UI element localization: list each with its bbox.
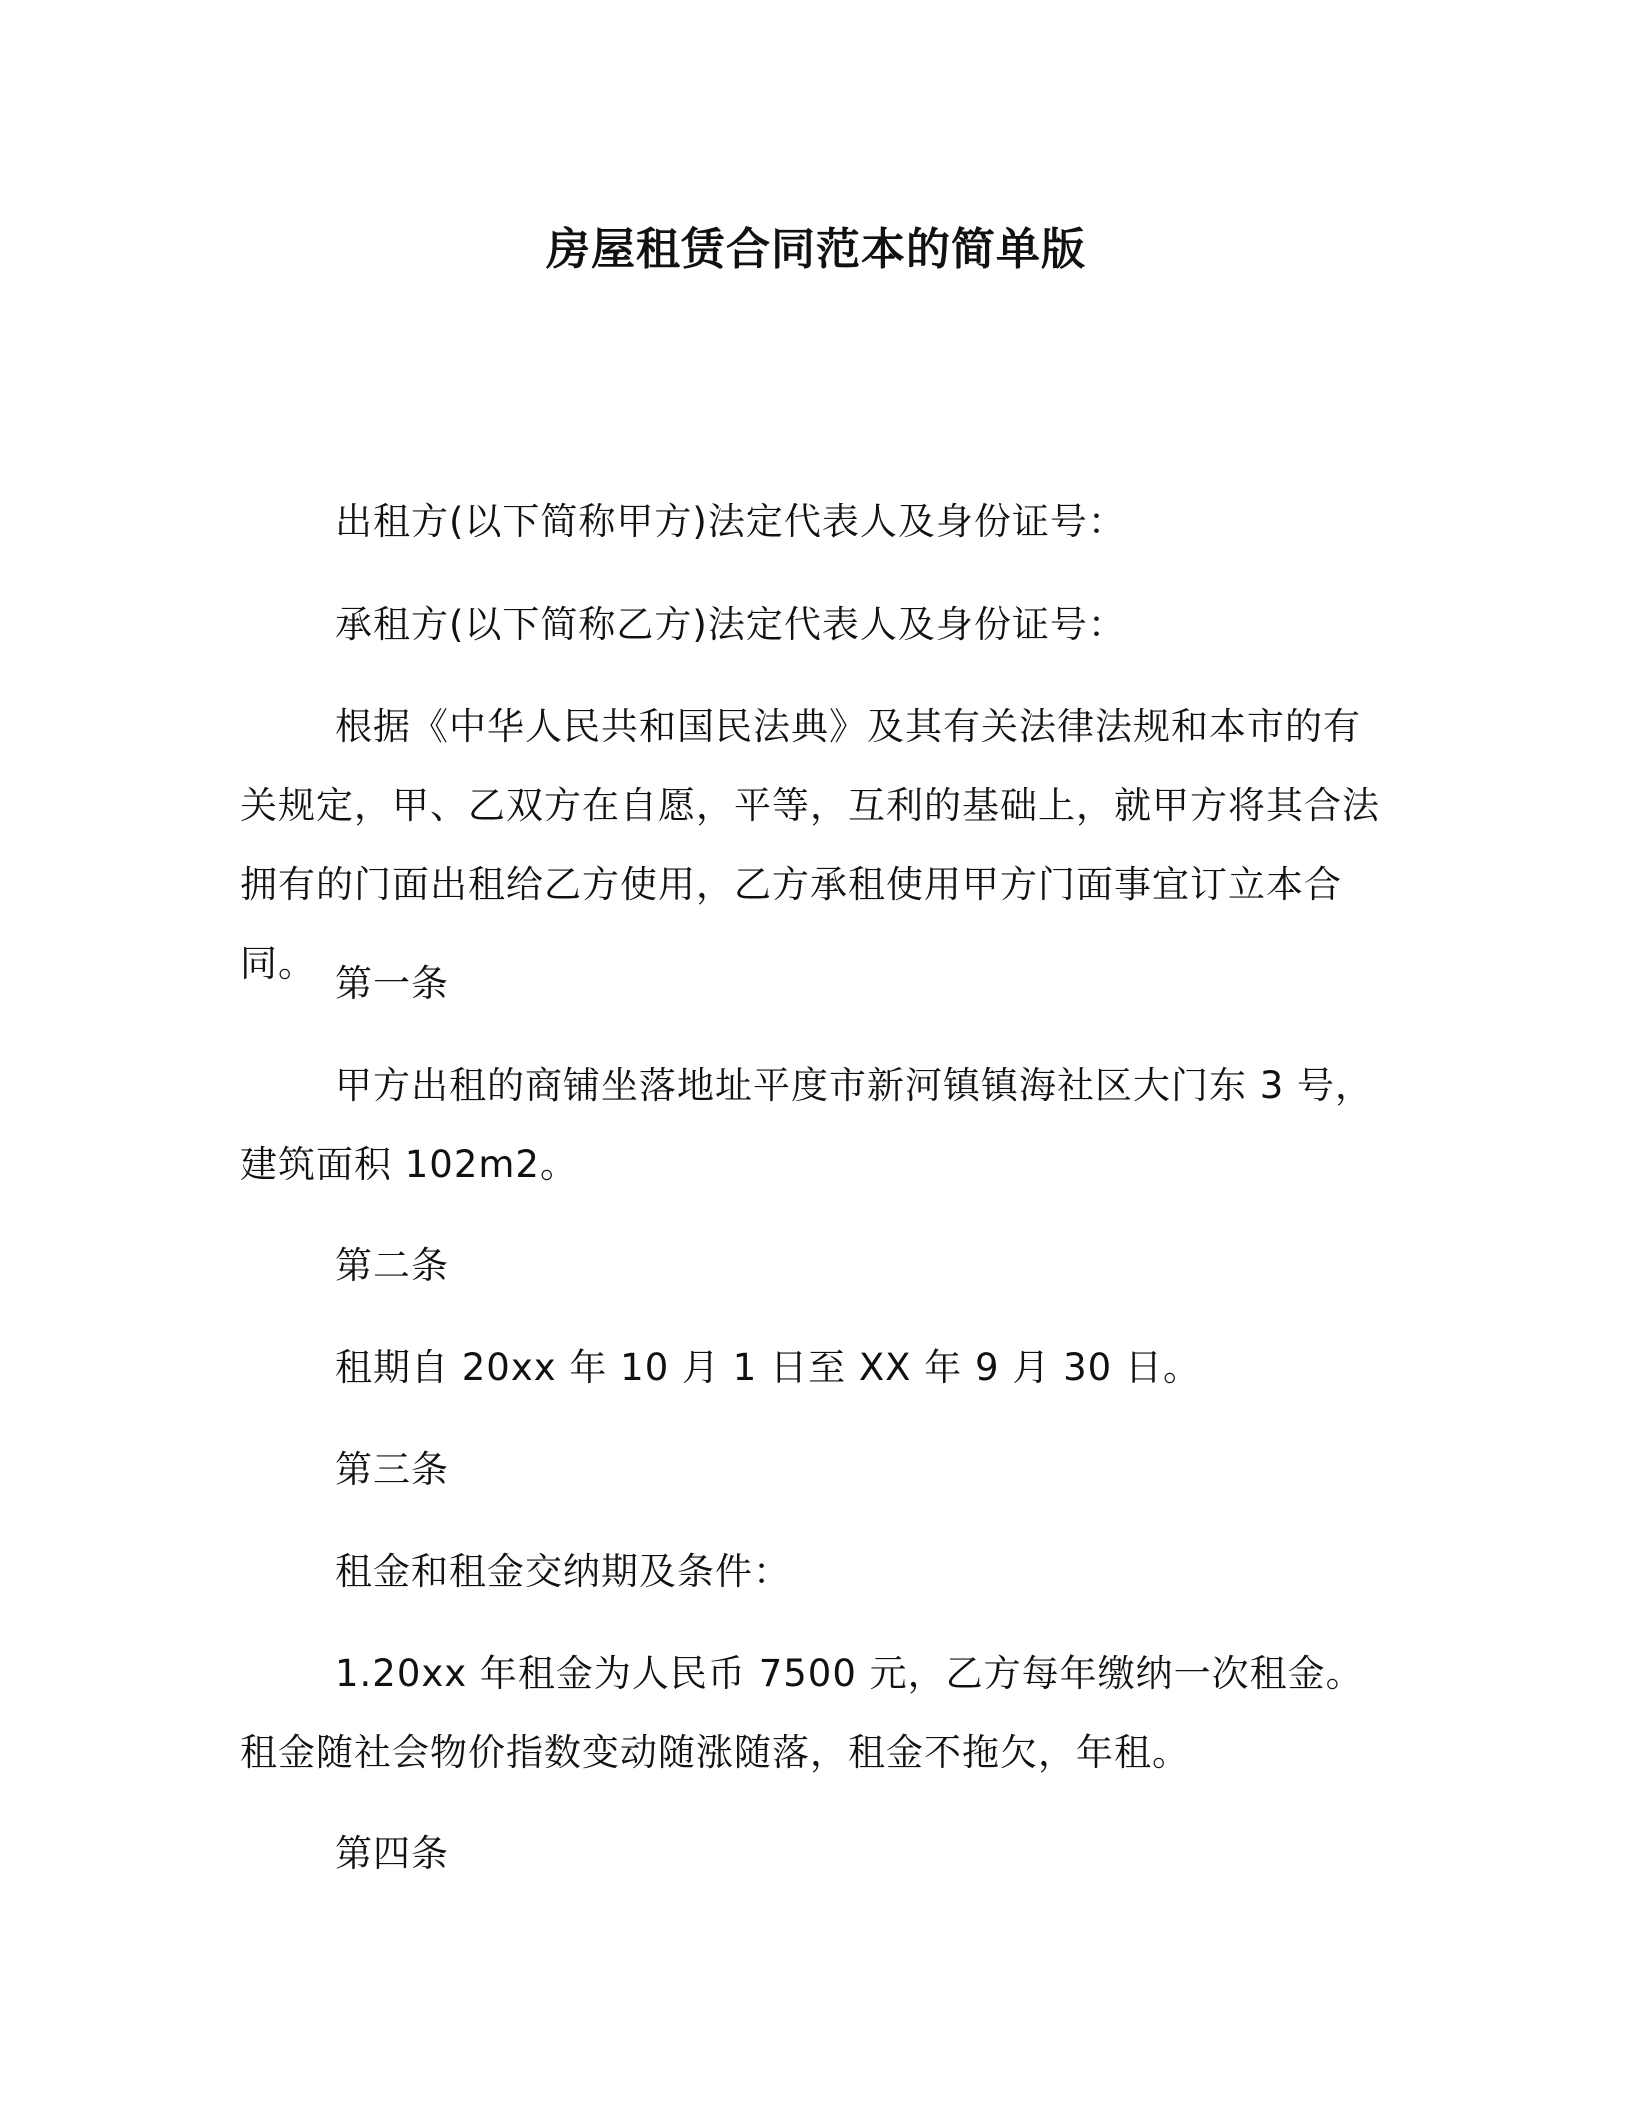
article-3-heading: 第三条	[335, 1448, 449, 1491]
lessor-line: 出租方(以下简称甲方)法定代表人及身份证号：	[335, 500, 1126, 543]
article-3-clause-1: 1.20xx 年租金为人民币 7500 元，乙方每年缴纳一次租金。租金随社会物价指数变动随涨随落，租金不拖欠，年租。	[240, 1652, 1364, 1774]
article-1-heading: 第一条	[335, 962, 449, 1005]
article-3-subtitle: 租金和租金交纳期及条件：	[335, 1550, 791, 1593]
preamble-paragraph: 根据《中华人民共和国民法典》及其有关法律法规和本市的有关规定，甲、乙双方在自愿，平等，互利的基础上，就甲方将其合法拥有的门面出租给乙方使用，乙方承租使用甲方门面事宜订立本合同。	[240, 705, 1380, 985]
article-1-body: 甲方出租的商铺坐落地址平度市新河镇镇海社区大门东 3 号，建筑面积 102m2。	[240, 1064, 1374, 1186]
article-2-heading: 第二条	[335, 1244, 449, 1287]
article-2-body: 租期自 20xx 年 10 月 1 日至 XX 年 9 月 30 日。	[335, 1346, 1201, 1389]
lessee-line: 承租方(以下简称乙方)法定代表人及身份证号：	[335, 603, 1126, 646]
document-title: 房屋租赁合同范本的简单版	[546, 224, 1086, 275]
article-4-heading: 第四条	[335, 1832, 449, 1875]
